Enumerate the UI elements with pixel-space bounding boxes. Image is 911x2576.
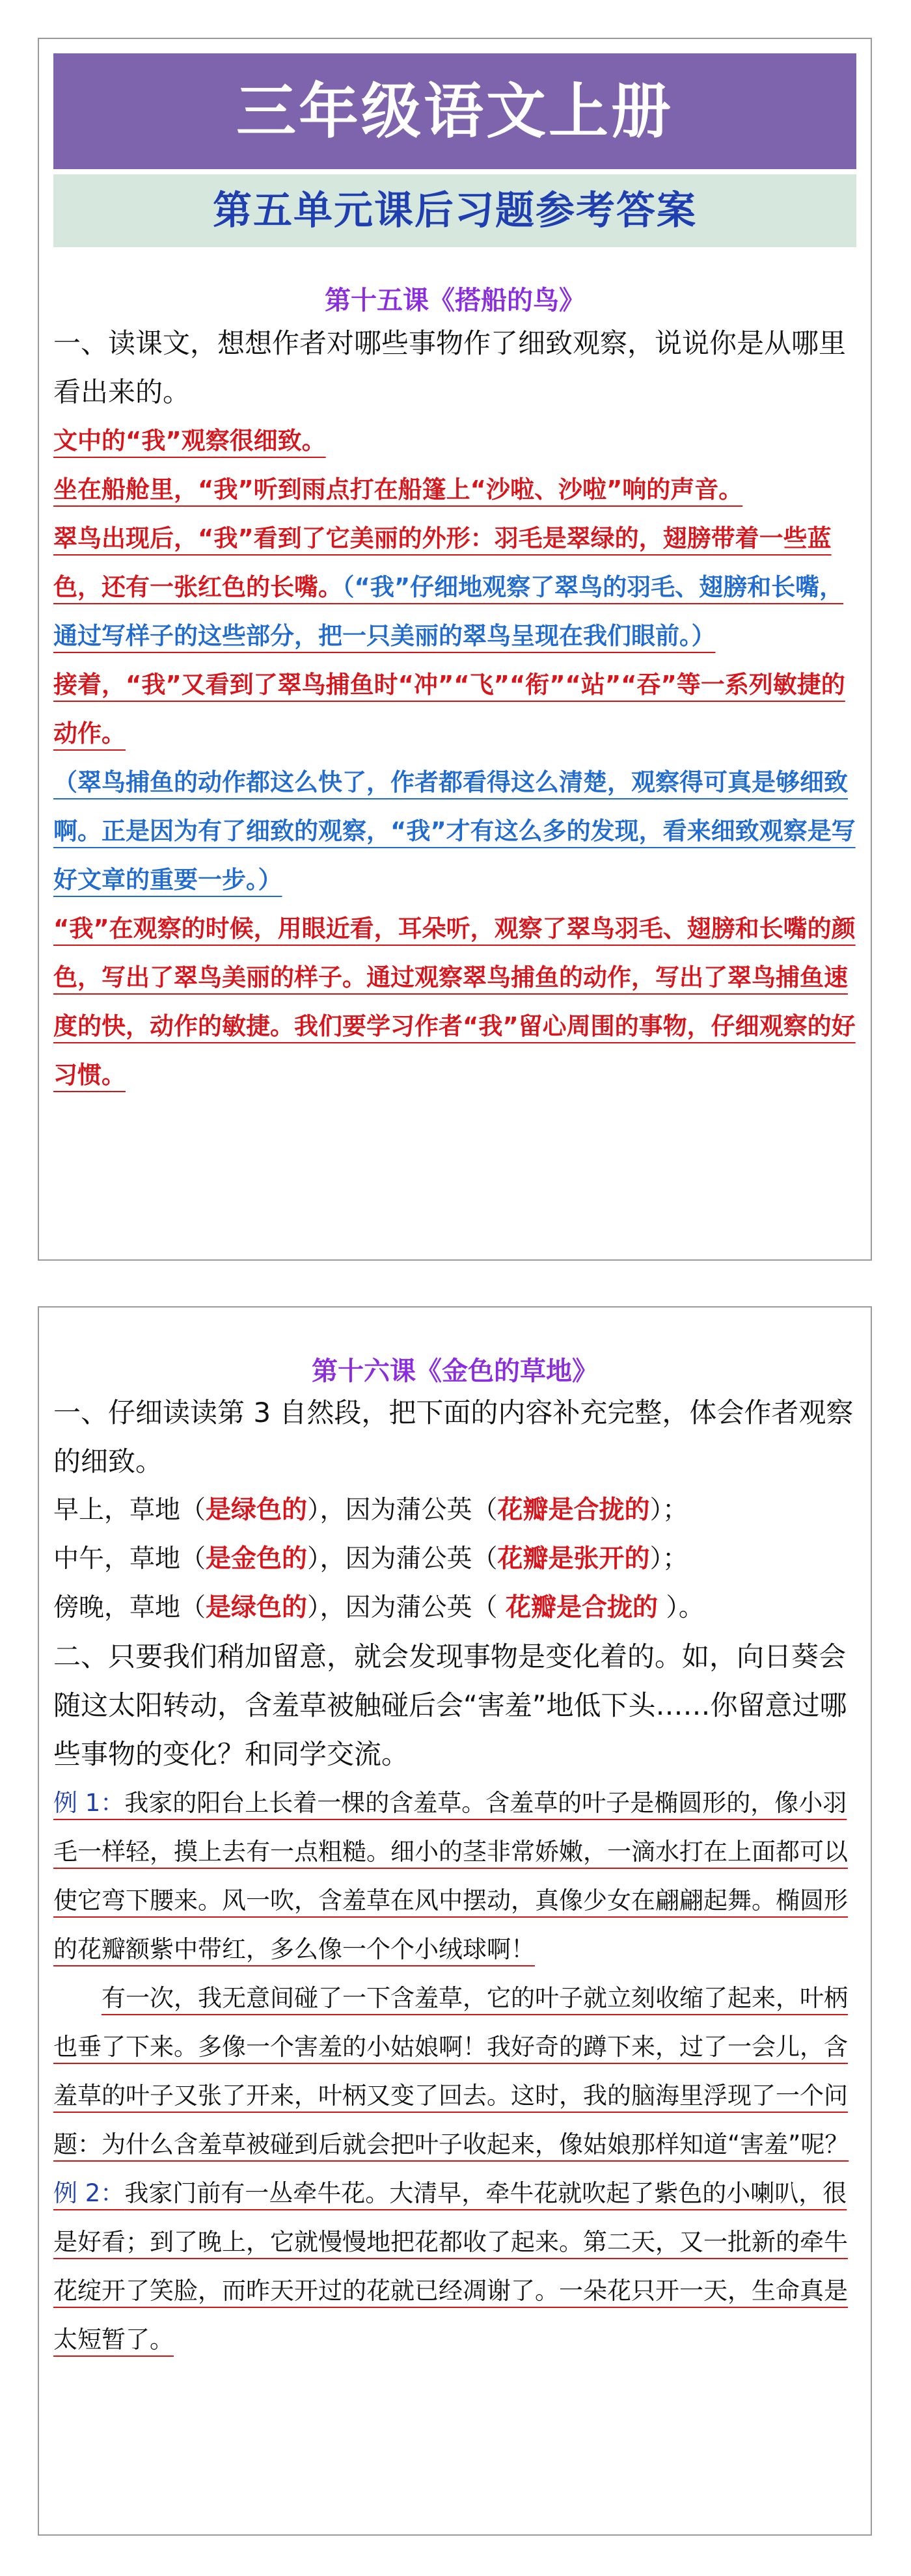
answer-line: 坐在船舱里，“我”听到雨点打在船篷上“沙啦、沙啦”响的声音。 bbox=[53, 476, 743, 503]
fill-text: ）； bbox=[649, 1544, 688, 1574]
answer-line: 文中的“我”观察很细致。 bbox=[53, 427, 326, 455]
fill-answer: 是绿色的 bbox=[206, 1496, 308, 1525]
fill-text: ），因为蒲公英（ bbox=[307, 1496, 498, 1525]
example-text: 我家的阳台上长着一棵的含羞草。含羞草的叶子是椭圆形的，像小羽毛一样轻，摸上去有一点粗糙。细小的茎非常娇嫩，一滴水打在上面都可以使它弯下腰来。风一吹，含羞草在风中摆动，真像少女在翩翩起舞。椭圆形的花瓣额紫中带红，多么像一个个小绒球啊！ bbox=[53, 1789, 848, 1963]
question-2: 二、只要我们稍加留意，就会发现事物是变化着的。如，向日葵会随这太阳转动，含羞草被触碰后会“害羞”地低下头……你留意过哪些事物的变化？和同学交流。 bbox=[53, 1641, 847, 1770]
example-2-paragraph bbox=[53, 2169, 858, 2364]
fill-text: 傍晚，草地（ bbox=[53, 1593, 206, 1622]
fill-text: ）； bbox=[649, 1496, 688, 1525]
fill-text: ），因为蒲公英（ bbox=[307, 1593, 506, 1622]
fill-answer: 花瓣是张开的 bbox=[497, 1544, 650, 1574]
fill-answer: 花瓣是合拢的 bbox=[497, 1496, 650, 1525]
fill-text: ），因为蒲公英（ bbox=[307, 1544, 498, 1574]
page-title: 三年级语文上册 bbox=[53, 53, 856, 169]
question-1: 一、读课文，想想作者对哪些事物作了细致观察，说说你是从哪里看出来的。 bbox=[53, 327, 847, 408]
fill-text: ）。 bbox=[657, 1593, 704, 1622]
fill-line bbox=[53, 1486, 858, 1535]
answer-page-2 bbox=[38, 1306, 872, 2536]
page-subtitle: 第五单元课后习题参考答案 bbox=[53, 174, 856, 247]
lesson-16-body bbox=[53, 1388, 858, 2364]
example-text: 我家门前有一丛牵牛花。大清早，牵牛花就吹起了紫色的小喇叭，很是好看；到了晚上，它就慢慢地把花都收了起来。第二天，又一批新的牵牛花绽开了笑脸，而昨天开过的花就已经凋谢了。一朵花只开一天，生命真是太短暂了。 bbox=[53, 2179, 848, 2354]
example-1-paragraph bbox=[53, 1778, 858, 1974]
fill-text: 中午，草地（ bbox=[53, 1544, 206, 1574]
answer-note: （翠鸟捕鱼的动作都这么快了，作者都看得这么清楚，观察得可真是够细致啊。正是因为有了细致的观察，“我”才有这么多的发现，看来细致观察是写好文章的重要一步。） bbox=[53, 768, 856, 894]
example-1-label: 例 1： bbox=[53, 1789, 125, 1817]
example-2-label: 例 2： bbox=[53, 2179, 125, 2207]
fill-answer: 是金色的 bbox=[206, 1544, 308, 1574]
lesson-15-body bbox=[53, 319, 858, 1099]
example-1-paragraph-2: 有一次，我无意间碰了一下含羞草，它的叶子就立刻收缩了起来，叶柄也垂了下来。多像一个害羞的小姑娘啊！我好奇的蹲下来，过了一会儿，含羞草的叶子又张了开来，叶柄又变了回去。这时，我的脑海里浮现了一个问题：为什么含羞草被碰到后就会把叶子收起来，像姑娘那样知道“害羞”呢？ bbox=[53, 1984, 849, 2158]
answer-page-1 bbox=[38, 38, 872, 1261]
fill-answer: 是绿色的 bbox=[206, 1593, 308, 1622]
fill-line bbox=[53, 1583, 858, 1632]
lesson-15-title: 第十五课《搭船的鸟》 bbox=[325, 286, 585, 315]
fill-line bbox=[53, 1535, 858, 1583]
question-1: 一、仔细读读第 3 自然段，把下面的内容补充完整，体会作者观察的细致。 bbox=[53, 1397, 854, 1477]
fill-text: 早上，草地（ bbox=[53, 1496, 206, 1525]
answer-text: 翠鸟出现后，“我”看到了它美丽的外形：羽毛是翠绿的，翅膀带着一些蓝色，还有一张红色的长嘴。 bbox=[53, 524, 832, 601]
answer-line: “我”在观察的时候，用眼近看，耳朵听，观察了翠鸟羽毛、翅膀和长嘴的颜色，写出了翠鸟美丽的样子。通过观察翠鸟捕鱼的动作，写出了翠鸟捕鱼速度的快，动作的敏捷。我们要学习作者“我”留心周围的事物，仔细观察的好习惯。 bbox=[53, 915, 856, 1089]
lesson-16-title: 第十六课《金色的草地》 bbox=[312, 1356, 598, 1386]
answer-line bbox=[53, 514, 858, 660]
fill-answer: 花瓣是合拢的 bbox=[505, 1593, 658, 1622]
answer-line: 接着，“我”又看到了翠鸟捕鱼时“冲”“飞”“衔”“站”“吞”等一系列敏捷的动作。 bbox=[53, 671, 845, 747]
answer-note: （“我”仔细地观察了翠鸟的羽毛、翅膀和长嘴，通过写样子的这些部分，把一只美丽的翠鸟呈现在我们眼前。） bbox=[53, 573, 844, 650]
